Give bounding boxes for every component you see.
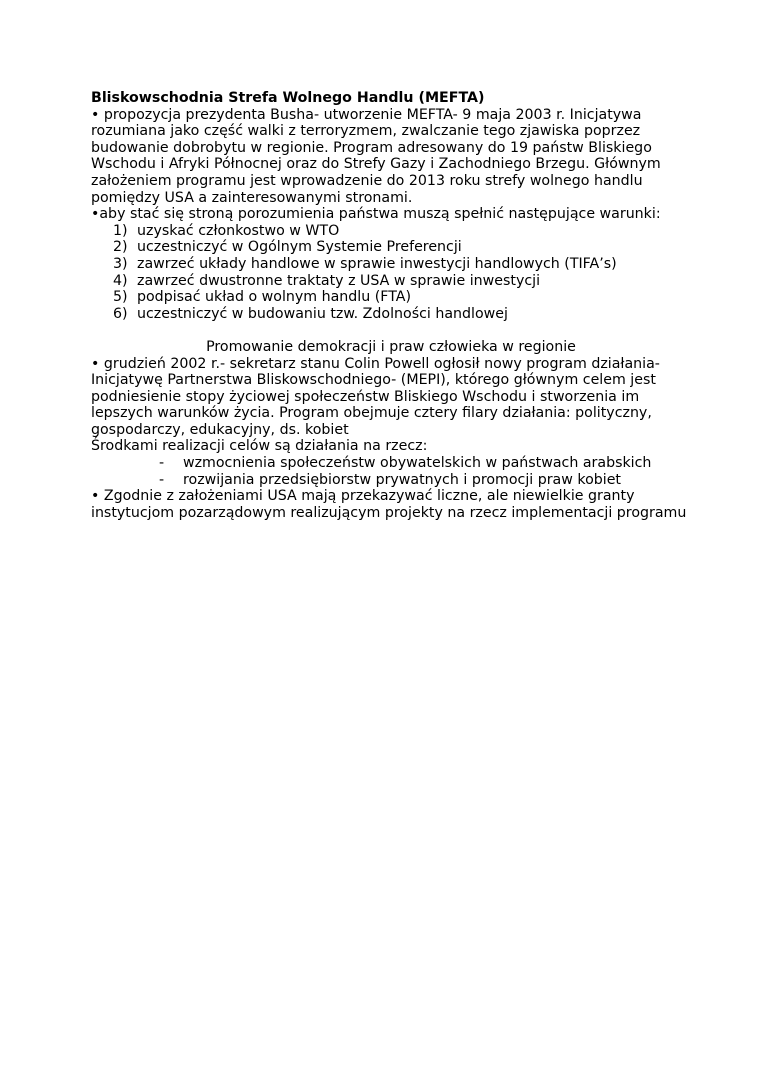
paragraph-grants: • Zgodnie z założeniami USA mają przekazywać liczne, ale niewielkie granty instytucjom pozarządowym realizującym projekty na rzecz implementacji programu bbox=[91, 488, 687, 521]
paragraph-conditions-intro: •aby stać się stroną porozumienia państwa muszą spełnić następujące warunki: bbox=[91, 206, 661, 223]
list-number: 4) bbox=[113, 272, 128, 289]
list-text: uczestniczyć w budowaniu tzw. Zdolności handlowej bbox=[137, 305, 508, 322]
document-page bbox=[91, 90, 691, 521]
list-number: 5) bbox=[113, 289, 128, 306]
section-subtitle: Promowanie demokracji i praw człowieka w regionie bbox=[206, 338, 576, 355]
means-list bbox=[91, 455, 691, 488]
list-item bbox=[91, 239, 691, 256]
paragraph-means-intro: Środkami realizacji celów są działania na rzecz: bbox=[91, 438, 428, 455]
list-number: 2) bbox=[113, 239, 128, 256]
list-text: podpisać układ o wolnym handlu (FTA) bbox=[137, 289, 411, 306]
list-text: zawrzeć dwustronne traktaty z USA w sprawie inwestycji bbox=[137, 272, 541, 289]
list-text: zawrzeć układy handlowe w sprawie inwestycji handlowych (TIFA’s) bbox=[137, 255, 617, 272]
list-number: 1) bbox=[113, 222, 128, 239]
list-item bbox=[91, 273, 691, 290]
list-text: uzyskać członkostwo w WTO bbox=[137, 222, 340, 239]
paragraph-mefta-proposal: • propozycja prezydenta Busha- utworzenie MEFTA- 9 maja 2003 r. Inicjatywa rozumiana jako część walki z terroryzmem, zwalczanie tego zjawiska poprzez budowanie dobrobytu w regionie. Program adresowany do 19 państw Bliskiego Wschodu i Afryki Północnej oraz do Strefy Gazy i Zachodniego Brzegu. Głównym założeniem programu jest wprowadzenie do 2013 roku strefy wolnego handlu pomiędzy USA a zainteresowanymi stronami. bbox=[91, 106, 661, 206]
list-text: wzmocnienia społeczeństw obywatelskich w państwach arabskich bbox=[183, 455, 652, 472]
list-number: 3) bbox=[113, 255, 128, 272]
list-item bbox=[91, 306, 691, 323]
list-item bbox=[91, 472, 691, 489]
paragraph-mepi: • grudzień 2002 r.- sekretarz stanu Colin Powell ogłosił nowy program działania- Inicjatywę Partnerstwa Bliskowschodniego- (MEPI), którego głównym celem jest podniesienie stopy życiowej społeczeństw Bliskiego Wschodu i stworzenia im lepszych warunków życia. Program obejmuje cztery filary działania: polityczny, gospodarczy, edukacyjny, ds. kobiet bbox=[91, 355, 660, 438]
list-number: 6) bbox=[113, 305, 128, 322]
list-dash: - bbox=[159, 455, 165, 472]
list-item bbox=[91, 455, 691, 472]
list-item bbox=[91, 256, 691, 273]
list-text: uczestniczyć w Ogólnym Systemie Preferencji bbox=[137, 239, 462, 256]
list-item bbox=[91, 289, 691, 306]
list-dash: - bbox=[159, 471, 165, 488]
document-title: Bliskowschodnia Strefa Wolnego Handlu (MEFTA) bbox=[91, 90, 485, 106]
conditions-list bbox=[91, 223, 691, 323]
list-item bbox=[91, 223, 691, 240]
list-text: rozwijania przedsiębiorstw prywatnych i promocji praw kobiet bbox=[183, 471, 621, 488]
